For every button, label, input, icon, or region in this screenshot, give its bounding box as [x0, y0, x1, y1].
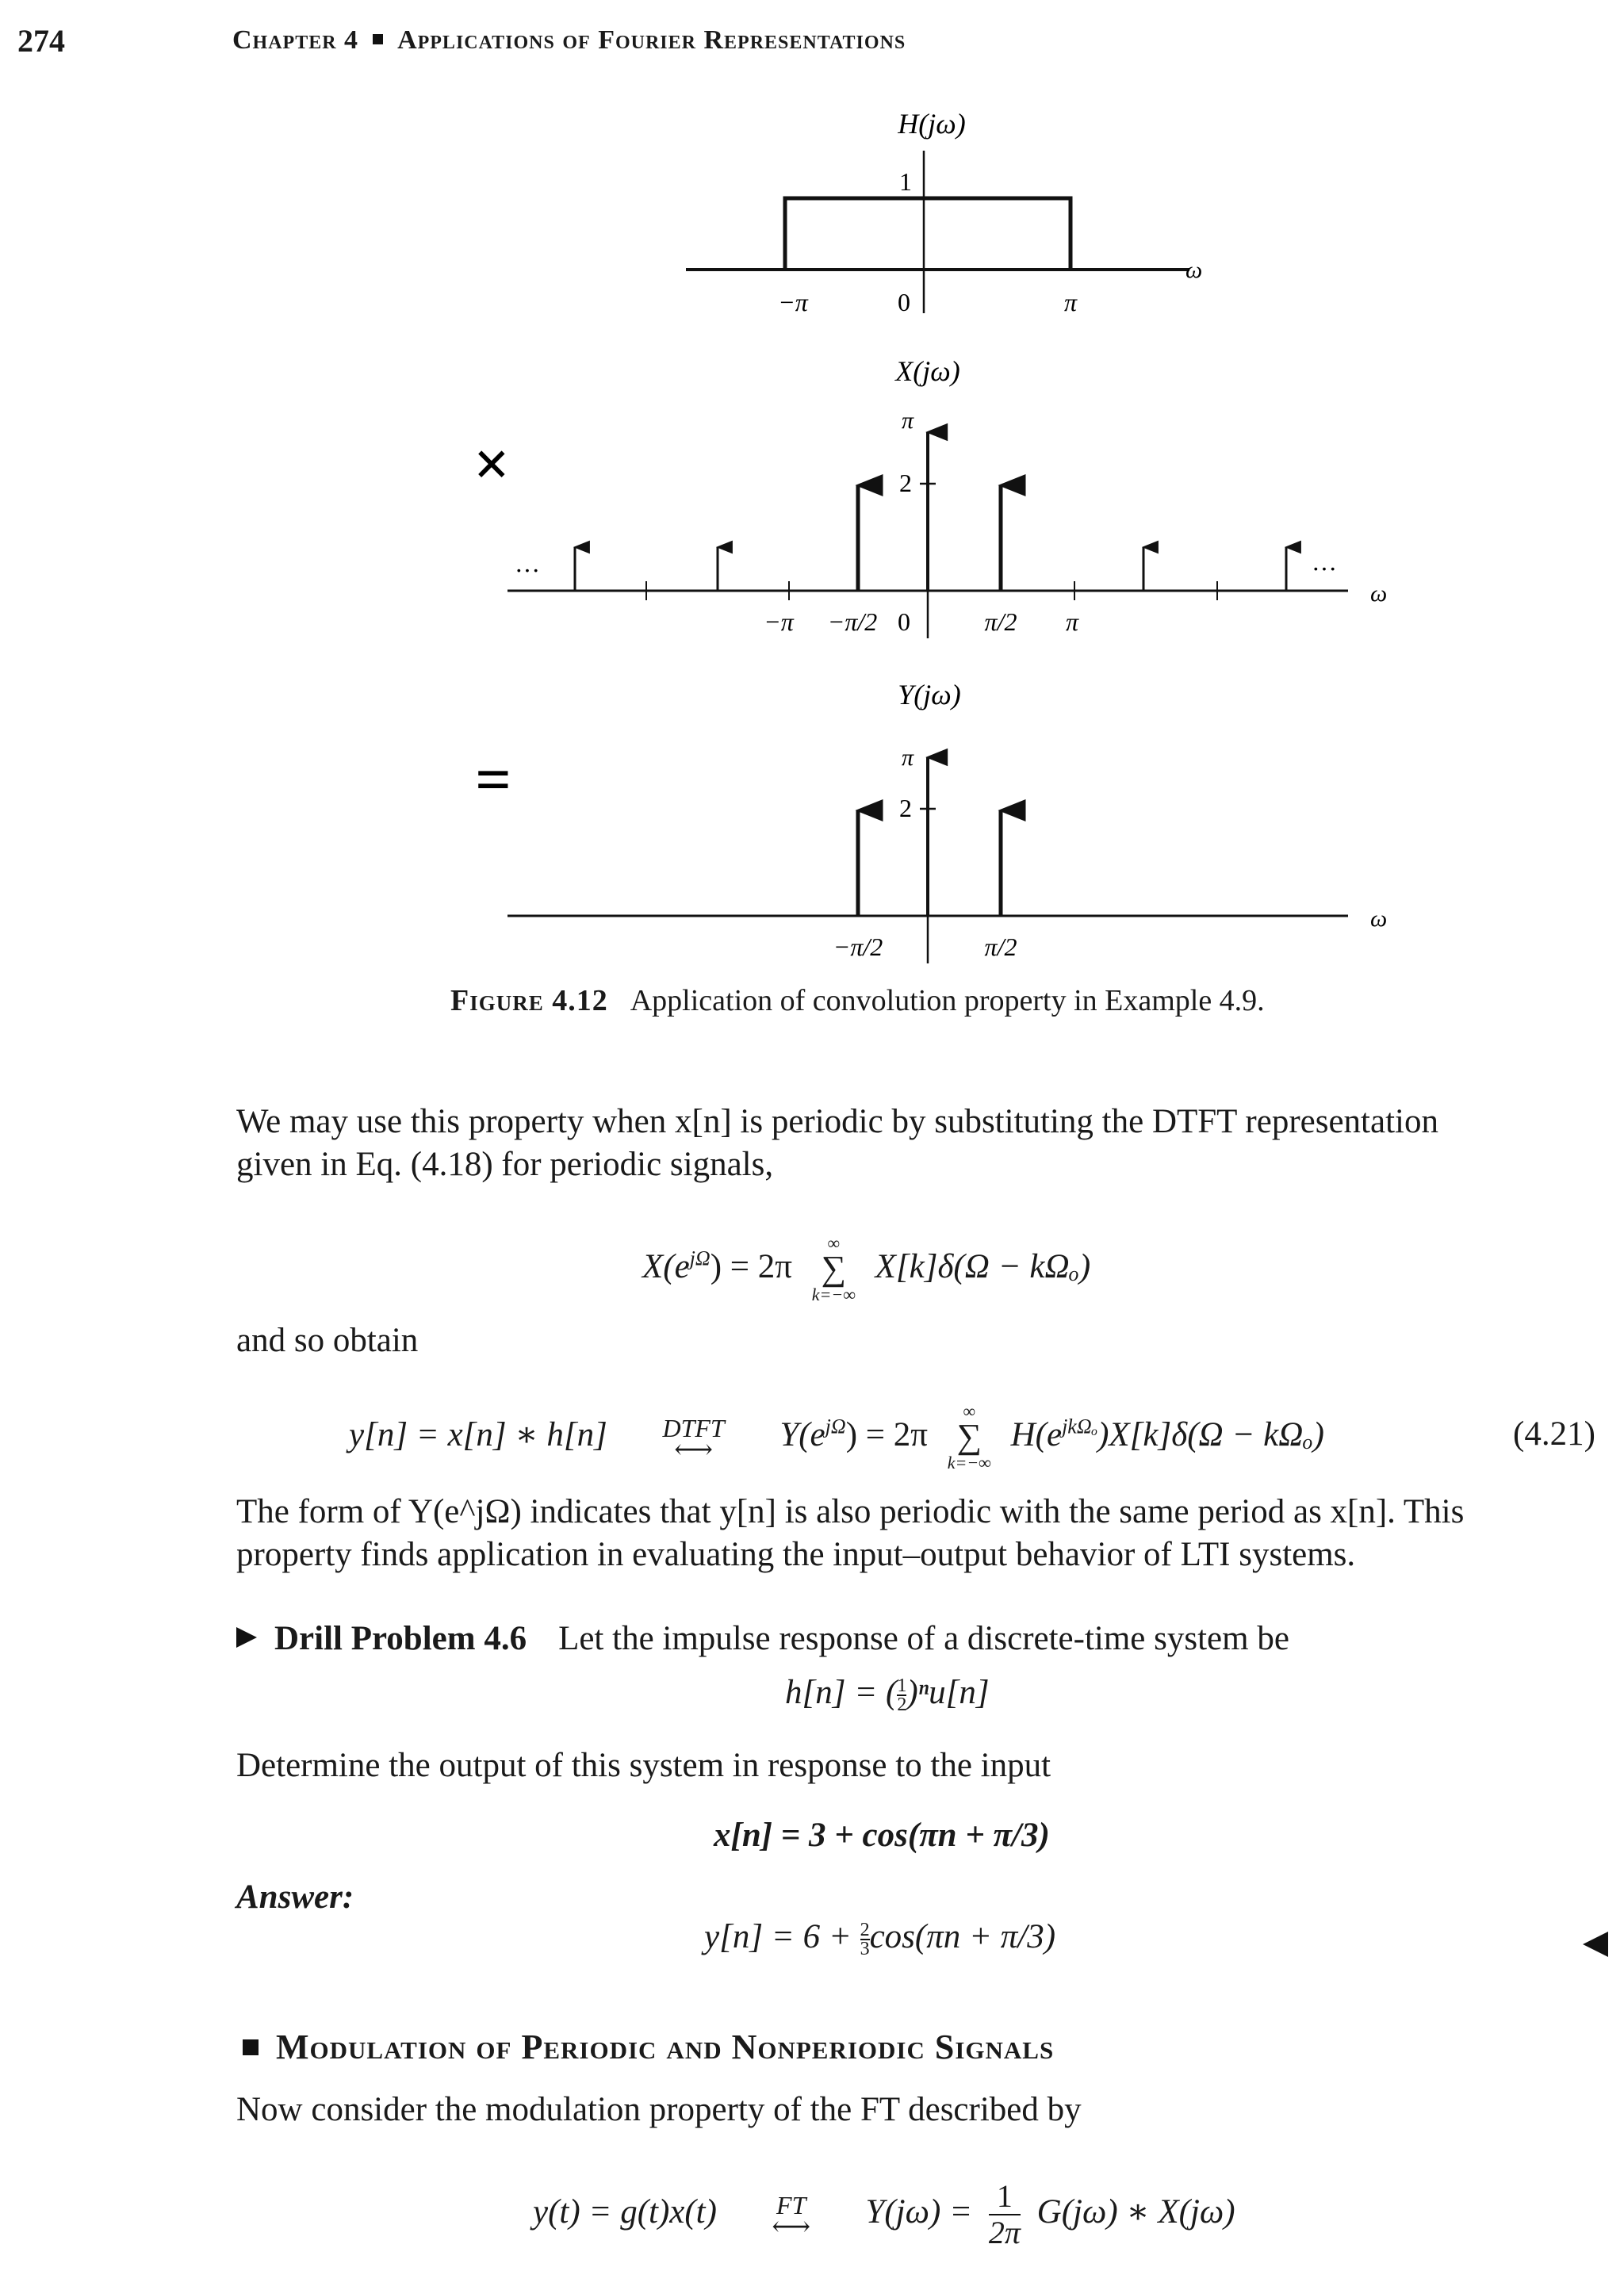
equation-ft-modulation: [533, 2179, 1235, 2250]
panel-x-tick-pi: π: [1065, 607, 1079, 636]
paragraph-3: [236, 1491, 1464, 1576]
panel-x-tick-pi-half: π/2: [984, 607, 1017, 636]
drill-equation-input: [714, 1816, 1050, 1855]
panel-h-height-label: 1: [899, 167, 912, 196]
panel-x-tick-zero: 0: [898, 607, 910, 636]
paragraph-1-line-1: We may use this property when x[n] is periodic by substituting the DTFT representation: [236, 1103, 1438, 1140]
drill-problem-header: [236, 1619, 1289, 1658]
answer-eq-lhs: y[n] = 6 +: [704, 1918, 860, 1955]
eq2-rhs-b: )X[k]δ(Ω − kΩₒ): [1097, 1415, 1324, 1453]
paragraph-4: Now consider the modulation property of the FT described by: [236, 2091, 1082, 2128]
paragraph-3-line-1: The form of Y(e^jΩ) indicates that y[n] is also periodic with the same period as x[n]. This: [236, 1493, 1465, 1530]
answer-equation: [704, 1917, 1055, 1958]
answer-eq-num: 2: [860, 1920, 870, 1941]
paragraph-3-line-2: property finds application in evaluating the input–output behavior of LTI systems.: [236, 1536, 1356, 1573]
page-number: 274: [17, 23, 65, 59]
equation-number-4-21: (4.21): [1513, 1415, 1595, 1453]
eq3-ft-arrow: [732, 2191, 851, 2242]
eq1-mid: ) = 2π: [710, 1247, 792, 1285]
eq2-rhs-a: H(e: [1010, 1415, 1063, 1453]
eq1-lhs-sup: jΩ: [689, 1246, 710, 1270]
eq2-lhs: y[n] = x[n] ∗ h[n]: [349, 1415, 607, 1453]
panel-x-impulses: [575, 432, 1286, 591]
eq3-arrow-label: FT: [776, 2191, 806, 2219]
drill-eq1-lhs: h[n] = (: [785, 1674, 898, 1711]
figure-caption-label: Figure 4.12: [450, 984, 608, 1017]
running-head-chapter: Chapter 4: [232, 25, 359, 55]
panel-h-tick-neg-pi: −π: [778, 288, 808, 316]
paragraph-1-line-2: given in Eq. (4.18) for periodic signals,: [236, 1146, 774, 1183]
figure-caption-text: Application of convolution property in Example 4.9.: [630, 984, 1265, 1017]
panel-x-ellipsis-left: ···: [515, 556, 540, 584]
drill-eq1-num: 1: [897, 1675, 907, 1697]
drill-eq1-den: 2: [897, 1695, 907, 1716]
eq3-lhs: y(t) = g(t)x(t): [533, 2192, 717, 2231]
eq2-sum-top: ∞: [963, 1401, 976, 1421]
panel-y: [508, 679, 1387, 963]
eq2-sum-bottom: k=−∞: [947, 1453, 991, 1472]
answer-eq-frac: [860, 1921, 870, 1958]
eq2-arrow-label: DTFT: [662, 1414, 725, 1442]
eq3-rhs: G(jω) ∗ X(jω): [1036, 2192, 1235, 2231]
running-head-title: Applications of Fourier Representations: [397, 25, 906, 55]
eq1-sigma: ∑: [821, 1249, 846, 1288]
section-heading: [243, 2027, 1054, 2067]
paragraph-2: and so obtain: [236, 1322, 419, 1359]
panel-x: [508, 355, 1387, 638]
drill-equation-impulse-response: [785, 1673, 990, 1714]
eq2-sum: [948, 1403, 991, 1472]
figure-caption: [450, 983, 1265, 1018]
eq2-mid2: ) = 2π: [845, 1415, 928, 1453]
section-heading-text: Modulation of Periodic and Nonperiodic Signals: [276, 2028, 1055, 2066]
operator-times: ×: [473, 430, 510, 500]
panel-x-impulse-label-pi: π: [901, 408, 914, 434]
drill-title: Drill Problem 4.6: [274, 1620, 527, 1657]
panel-h-axis-label: ω: [1185, 257, 1203, 283]
eq2-mid-sup: jΩ: [825, 1415, 846, 1438]
panel-x-tick-neg-pi-half: −π/2: [827, 607, 878, 636]
eq1-rhs: X[k]δ(Ω − kΩₒ): [875, 1247, 1091, 1285]
drill-eq1-rhs: )ⁿu[n]: [906, 1674, 990, 1711]
panel-x-title: X(jω): [895, 355, 960, 387]
eq2-rhs-sup: jkΩₒ: [1062, 1415, 1098, 1438]
drill-eq1-frac: [897, 1677, 906, 1714]
eq3-frac-num: 1: [989, 2179, 1021, 2215]
figure-4-12: [0, 0, 1624, 975]
equation-dtft-periodic: [642, 1235, 1090, 1304]
panel-h: [686, 108, 1202, 316]
panel-x-ellipsis-right: ···: [1312, 554, 1337, 583]
panel-y-tick-pi-half: π/2: [984, 932, 1017, 961]
panel-x-axis-label: ω: [1370, 580, 1388, 607]
triangle-right-icon: [236, 1627, 257, 1648]
eq1-lhs: X(e: [642, 1247, 690, 1285]
double-arrow-icon: ⟷: [674, 1435, 713, 1465]
operator-equals: =: [475, 745, 511, 815]
eq3-frac: [989, 2179, 1021, 2250]
panel-h-rect-response: [785, 198, 1071, 270]
panel-h-tick-zero: 0: [898, 288, 910, 316]
equation-4-21: [349, 1403, 1324, 1472]
answer-eq-den: 3: [860, 1939, 870, 1960]
panel-x-impulse-label-2: 2: [899, 469, 912, 497]
drill-eq2: x[n] = 3 + cos(πn + π/3): [714, 1817, 1050, 1854]
panel-h-title: H(jω): [898, 108, 966, 140]
eq2-sigma: ∑: [956, 1417, 982, 1456]
drill-text: Let the impulse response of a discrete-time system be: [558, 1620, 1289, 1657]
paragraph-1: [236, 1101, 1438, 1186]
panel-y-axis-label: ω: [1370, 906, 1388, 932]
panel-y-title: Y(jω): [898, 679, 961, 710]
panel-y-impulses: [858, 757, 1001, 916]
eq1-sum: [812, 1235, 856, 1304]
answer-eq-rhs: cos(πn + π/3): [869, 1918, 1056, 1955]
eq2-dtft-arrow: [622, 1414, 765, 1465]
eq3-mid: Y(jω) =: [865, 2192, 981, 2231]
panel-y-tick-neg-pi-half: −π/2: [833, 932, 883, 961]
panel-x-tick-neg-pi: −π: [764, 607, 794, 636]
double-arrow-icon: ⟷: [772, 2212, 811, 2242]
panel-y-impulse-label-pi: π: [901, 745, 914, 771]
answer-label: Answer:: [236, 1878, 354, 1916]
panel-y-impulse-label-2: 2: [899, 794, 912, 822]
panel-h-tick-pi: π: [1063, 288, 1078, 316]
eq1-sum-bottom: k=−∞: [811, 1285, 856, 1304]
end-of-problem-triangle-icon: [1583, 1932, 1608, 1957]
eq1-sum-top: ∞: [827, 1233, 841, 1253]
drill-line-2: Determine the output of this system in response to the input: [236, 1747, 1051, 1784]
bullet-square-icon: [243, 2039, 259, 2055]
eq2-mid: Y(e: [779, 1415, 825, 1453]
eq3-frac-den: 2π: [988, 2215, 1021, 2250]
